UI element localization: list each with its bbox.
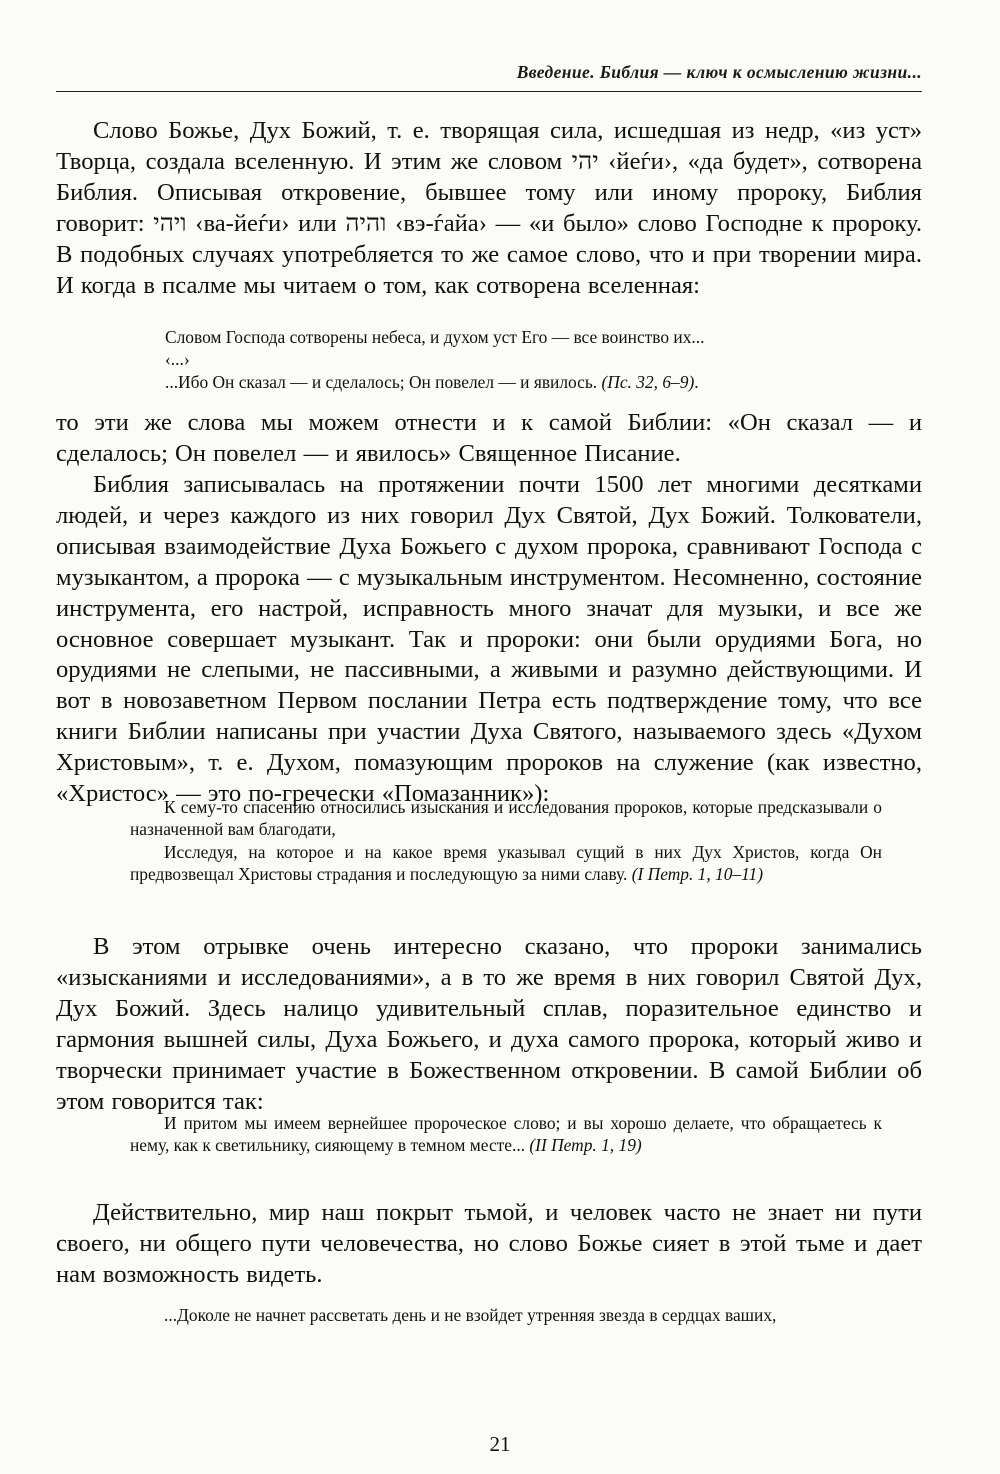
quote-peter-3 bbox=[130, 1304, 882, 1326]
header-divider bbox=[56, 91, 922, 92]
paragraph-5: Действительно, мир наш покрыт тьмой, и человек часто не знает ни пути своего, ни общего пути человечества, но слово Божье сияет в этой тьме и дает нам возможность видеть. bbox=[56, 1199, 922, 1288]
quote-peter-2-reference: (II Петр. 1, 19) bbox=[529, 1135, 642, 1156]
quote-psalm-ellipsis: ‹...› bbox=[165, 349, 190, 370]
paragraph-2: то эти же слова мы можем отнести и к самой Библии: «Он сказал — и сделалось; Он повелел — и явилось» Священное Писание. bbox=[56, 409, 922, 467]
quote-peter-1-part-1: К сему-то спасению относились изыскания и исследования пророков, которые предсказывали о назначенной вам благодати, bbox=[130, 797, 882, 840]
quote-peter-3-text: ...Доколе не начнет рассветать день и не взойдет утренняя звезда в сердцах ваших, bbox=[164, 1305, 777, 1325]
quote-peter-1-part-2 bbox=[130, 841, 882, 886]
quote-psalm-reference-punct: . bbox=[694, 371, 699, 392]
quote-peter-1-reference: (I Петр. 1, 10–11) bbox=[631, 864, 764, 885]
paragraph-3: Библия записывалась на протяжении почти 1500 лет многими десятками людей, и через каждого из них говорил Дух Святой, Дух Божий. Толкователи, описывая взаимодействие Духа Божьего с духом пророка, сравнивают Господа с музыкантом, а пророка — с музыкальным инструментом. Несомненно, состояние инструмента, его настрой, исправность много значат для музыки, и все же основное совершает музыкант. Так и пророки: они были орудиями Бога, но орудиями не слепыми, не пассивными, а живыми и разумно действующими. И вот в новозаветном Первом послании Петра есть подтверждение тому, что все книги Библии написаны при участии Духа Святого, называемого здесь «Духом Христовым», т. е. Духом, помазующим пророков на служение (как известно, «Христос» — это по-гречески «Помазанник»): bbox=[56, 471, 922, 808]
quote-psalm-line-3-text: ...Ибо Он сказал — и сделалось; Он повелел — и явилось. bbox=[165, 371, 598, 392]
quote-psalm-line-1: Словом Господа сотворены небеса, и духом уст Его — все воинство их... bbox=[165, 327, 705, 347]
quote-psalm bbox=[165, 326, 865, 393]
running-header: Введение. Библия — ключ к осмыслению жизни... bbox=[516, 62, 922, 82]
quote-psalm-line-3 bbox=[165, 371, 865, 393]
paragraph-1: Слово Божье, Дух Божий, т. е. творящая сила, исшедшая из недр, «из уст» Творца, создала вселенную. И этим же словом יהי ‹йеѓи›, «да будет», сотворена Библия. Описывая откровение, бывшее тому или иному пророку, Библия говорит: ויהי ‹ва-йеѓи› или והיה ‹вэ-ѓайа› — «и было» слово Господне к пророку. В подобных случаях употребляется то же самое слово, что и при творении мира. И когда в псалме мы читаем о том, как сотворена вселенная: bbox=[56, 117, 922, 299]
quote-psalm-reference: (Пс. 32, 6–9) bbox=[601, 371, 695, 392]
quote-peter-1-part-2-text: Исследуя, на которое и на какое время указывал сущий в них Дух Христов, когда Он предвозвещал Христовы страдания и последующую за ними славу. bbox=[130, 841, 882, 885]
paragraph-4: В этом отрывке очень интересно сказано, что пророки занимались «изысканиями и исследованиями», а в то же время в них говорил Святой Дух, Дух Божий. Здесь налицо удивительный сплав, поразительное единство и гармония вышней силы, Духа Божьего, и духа самого пророка, который живо и творчески принимает участие в Божественном откровении. В самой Библии об этом говорится так: bbox=[56, 933, 922, 1115]
quote-peter-2-body: И притом мы имеем вернейшее пророческое слово; и вы хорошо делаете, что обращаетесь к нему, как к светильнику, сияющему в темном месте... bbox=[130, 1113, 882, 1156]
quote-peter-2 bbox=[130, 1112, 882, 1157]
quote-peter-2-text bbox=[130, 1112, 882, 1157]
page-number: 21 bbox=[489, 1432, 511, 1456]
quote-peter-1 bbox=[130, 796, 882, 886]
